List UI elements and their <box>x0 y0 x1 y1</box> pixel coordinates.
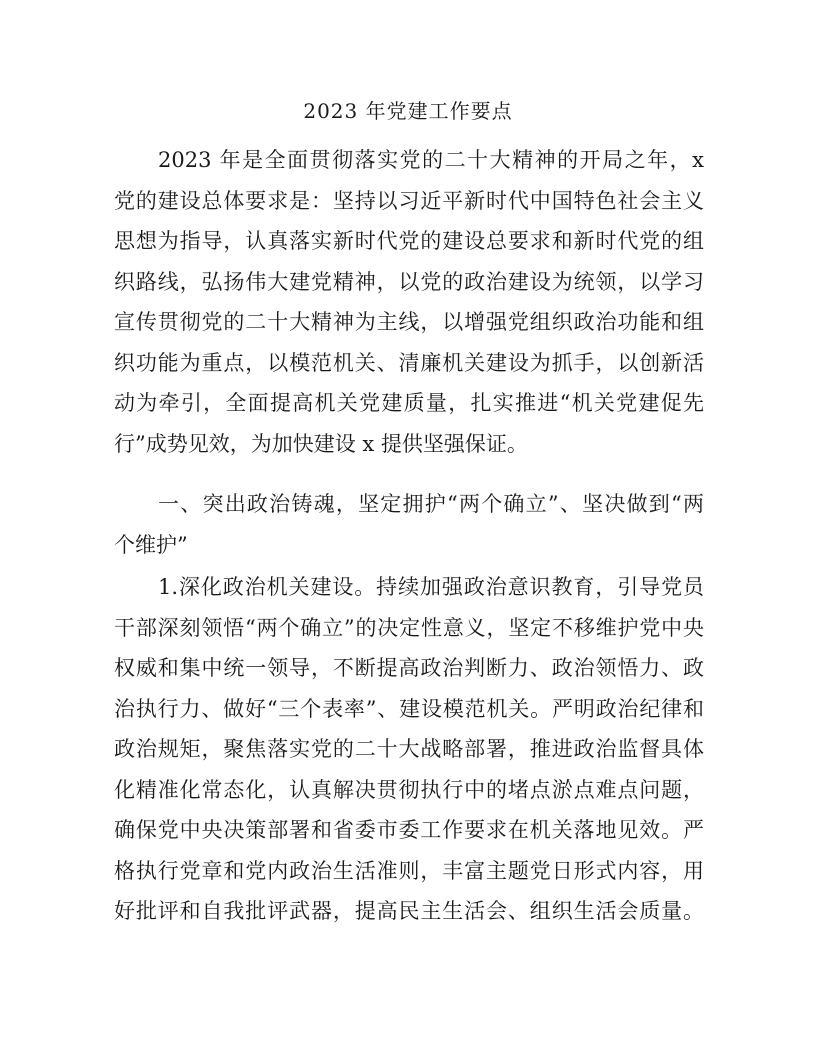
paragraph-item-1 <box>114 567 704 932</box>
paragraph-line: 好批评和自我批评武器，提高民主生活会、组织生活会质量。 <box>114 899 704 923</box>
paragraph-line: 1.深化政治机关建设。持续加强政治意识教育，引导党员 <box>158 575 704 599</box>
paragraph-line: 思想为指导，认真落实新时代党的建设总要求和新时代党的组 <box>114 229 704 253</box>
paragraph-line: 2023 年是全面贯彻落实党的二十大精神的开局之年，x <box>158 148 704 172</box>
paragraph-line: 动为牵引，全面提高机关党建质量，扎实推进“机关党建促先 <box>114 391 704 415</box>
paragraph-line: 格执行党章和党内政治生活准则，丰富主题党日形式内容，用 <box>114 858 704 883</box>
heading-line: 一、突出政治铸魂，坚定拥护“两个确立”、坚决做到“两 <box>158 492 704 516</box>
paragraph-line: 确保党中央决策部署和省委市委工作要求在机关落地见效。严 <box>114 818 704 842</box>
paragraph-line: 干部深刻领悟“两个确立”的决定性意义，坚定不移维护党中央 <box>114 615 704 640</box>
section-heading-1 <box>114 484 704 565</box>
heading-line: 个维护” <box>114 532 188 557</box>
document-title: 2023 年党建工作要点 <box>303 99 513 123</box>
paragraph-line: 织路线，弘扬伟大建党精神，以党的政治建设为统领，以学习 <box>114 269 704 294</box>
paragraph-line: 宣传贯彻党的二十大精神为主线，以增强党组织政治功能和组 <box>114 310 704 334</box>
paragraph-line: 行”成势见效，为加快建设 x 提供坚强保证。 <box>114 431 528 456</box>
paragraph-line: 政治规矩，聚焦落实党的二十大战略部署，推进政治监督具体 <box>114 737 704 761</box>
paragraph-line: 化精准化常态化，认真解决贯彻执行中的堵点淤点难点问题， <box>114 777 704 802</box>
paragraph-line: 党的建设总体要求是：坚持以习近平新时代中国特色社会主义 <box>114 188 704 213</box>
paragraph-intro <box>114 140 704 464</box>
paragraph-line: 治执行力、做好“三个表率”、建设模范机关。严明政治纪律和 <box>114 696 704 721</box>
paragraph-line: 织功能为重点，以模范机关、清廉机关建设为抓手，以创新活 <box>114 350 704 375</box>
paragraph-line: 权威和集中统一领导，不断提高政治判断力、政治领悟力、政 <box>114 656 704 680</box>
